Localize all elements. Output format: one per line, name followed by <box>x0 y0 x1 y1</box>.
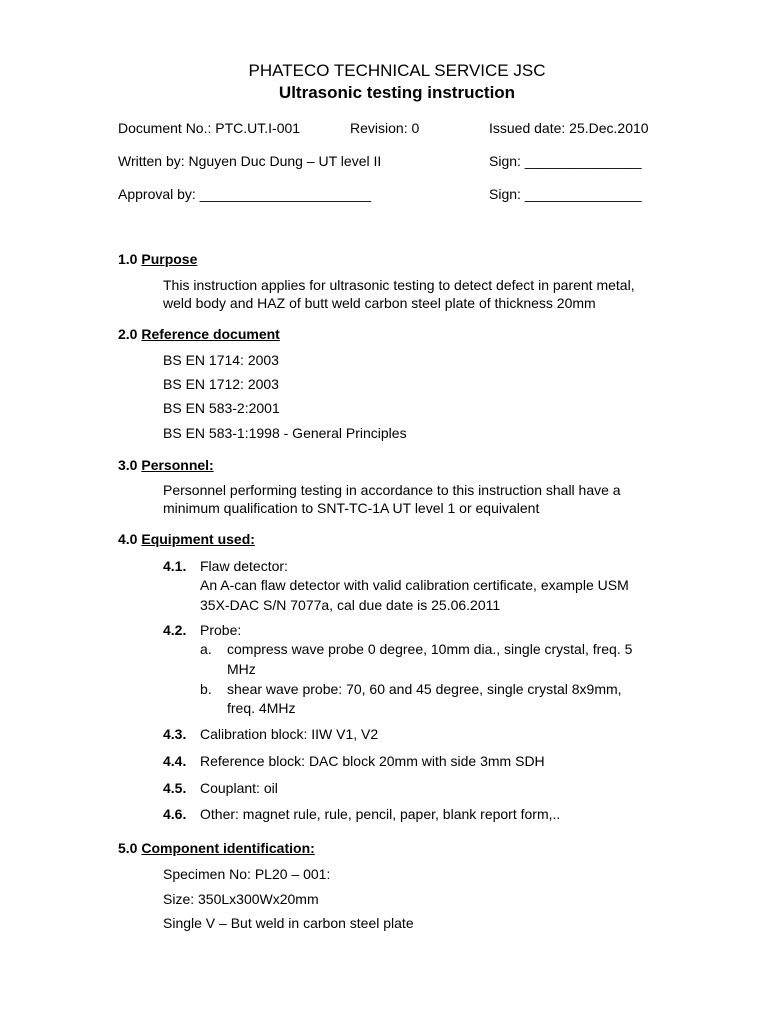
component-item: Size: 350Lx300Wx20mm <box>163 891 319 907</box>
sign-line-approver: Sign: _______________ <box>489 186 642 202</box>
item-number: 4.2. <box>163 622 187 638</box>
equipment-item-text: Other: magnet rule, rule, pencil, paper, blank report form,.. <box>200 806 561 822</box>
probe-text-line: shear wave probe: 70, 60 and 45 degree, single crystal 8x9mm, <box>227 681 622 697</box>
section-title: Reference document <box>141 326 280 342</box>
equipment-item-text: Reference block: DAC block 20mm with side 3mm SDH <box>200 753 545 769</box>
section-title: Component identification: <box>141 840 315 856</box>
sign-line-writer: Sign: _______________ <box>489 153 642 169</box>
equipment-text-line: 35X-DAC S/N 7077a, cal due date is 25.06.2011 <box>200 597 501 613</box>
personnel-text-line: minimum qualification to SNT-TC-1A UT level 1 or equivalent <box>163 500 540 516</box>
issued-date: Issued date: 25.Dec.2010 <box>489 120 649 136</box>
equipment-label: Probe: <box>200 622 242 638</box>
section-title: Personnel: <box>141 457 214 473</box>
section-heading-component <box>118 839 315 858</box>
section-number: 4.0 <box>118 531 138 547</box>
probe-text-line: freq. 4MHz <box>227 700 296 716</box>
section-number: 5.0 <box>118 840 138 856</box>
reference-item: BS EN 583-1:1998 - General Principles <box>163 425 407 441</box>
section-number: 2.0 <box>118 326 138 342</box>
written-by: Written by: Nguyen Duc Dung – UT level II <box>118 153 382 169</box>
item-number: 4.5. <box>163 780 187 796</box>
section-number: 1.0 <box>118 251 138 267</box>
personnel-text-line: Personnel performing testing in accordance to this instruction shall have a <box>163 482 621 498</box>
equipment-item-text: Calibration block: IIW V1, V2 <box>200 726 379 742</box>
approval-by: Approval by: ______________________ <box>118 186 372 202</box>
section-heading-personnel <box>118 456 214 475</box>
sub-item-marker: b. <box>200 681 212 697</box>
component-item: Single V – But weld in carbon steel plate <box>163 915 414 931</box>
section-heading-purpose <box>118 250 197 269</box>
item-number: 4.4. <box>163 753 187 769</box>
reference-item: BS EN 1712: 2003 <box>163 376 279 392</box>
purpose-text-line: This instruction applies for ultrasonic testing to detect defect in parent metal, <box>163 277 635 293</box>
section-title: Purpose <box>141 251 198 267</box>
item-number: 4.6. <box>163 806 187 822</box>
reference-item: BS EN 1714: 2003 <box>163 352 279 368</box>
sub-item-marker: a. <box>200 641 212 657</box>
equipment-text-line: An A-can flaw detector with valid calibration certificate, example USM <box>200 577 629 593</box>
reference-item: BS EN 583-2:2001 <box>163 400 280 416</box>
revision: Revision: 0 <box>350 120 420 136</box>
item-number: 4.1. <box>163 558 187 574</box>
company-name: PHATECO TECHNICAL SERVICE JSC <box>248 61 546 80</box>
component-item: Specimen No: PL20 – 001: <box>163 866 331 882</box>
section-number: 3.0 <box>118 457 138 473</box>
section-heading-equipment <box>118 530 255 549</box>
section-title: Equipment used: <box>141 531 255 547</box>
equipment-item-text: Couplant: oil <box>200 780 278 796</box>
probe-text-line: MHz <box>227 661 256 677</box>
item-number: 4.3. <box>163 726 187 742</box>
document-number: Document No.: PTC.UT.I-001 <box>118 120 301 136</box>
equipment-label: Flaw detector: <box>200 558 288 574</box>
probe-text-line: compress wave probe 0 degree, 10mm dia., single crystal, freq. 5 <box>227 641 633 657</box>
document-title: Ultrasonic testing instruction <box>278 83 516 102</box>
section-heading-reference <box>118 325 280 344</box>
purpose-text-line: weld body and HAZ of butt weld carbon steel plate of thickness 20mm <box>163 295 596 311</box>
